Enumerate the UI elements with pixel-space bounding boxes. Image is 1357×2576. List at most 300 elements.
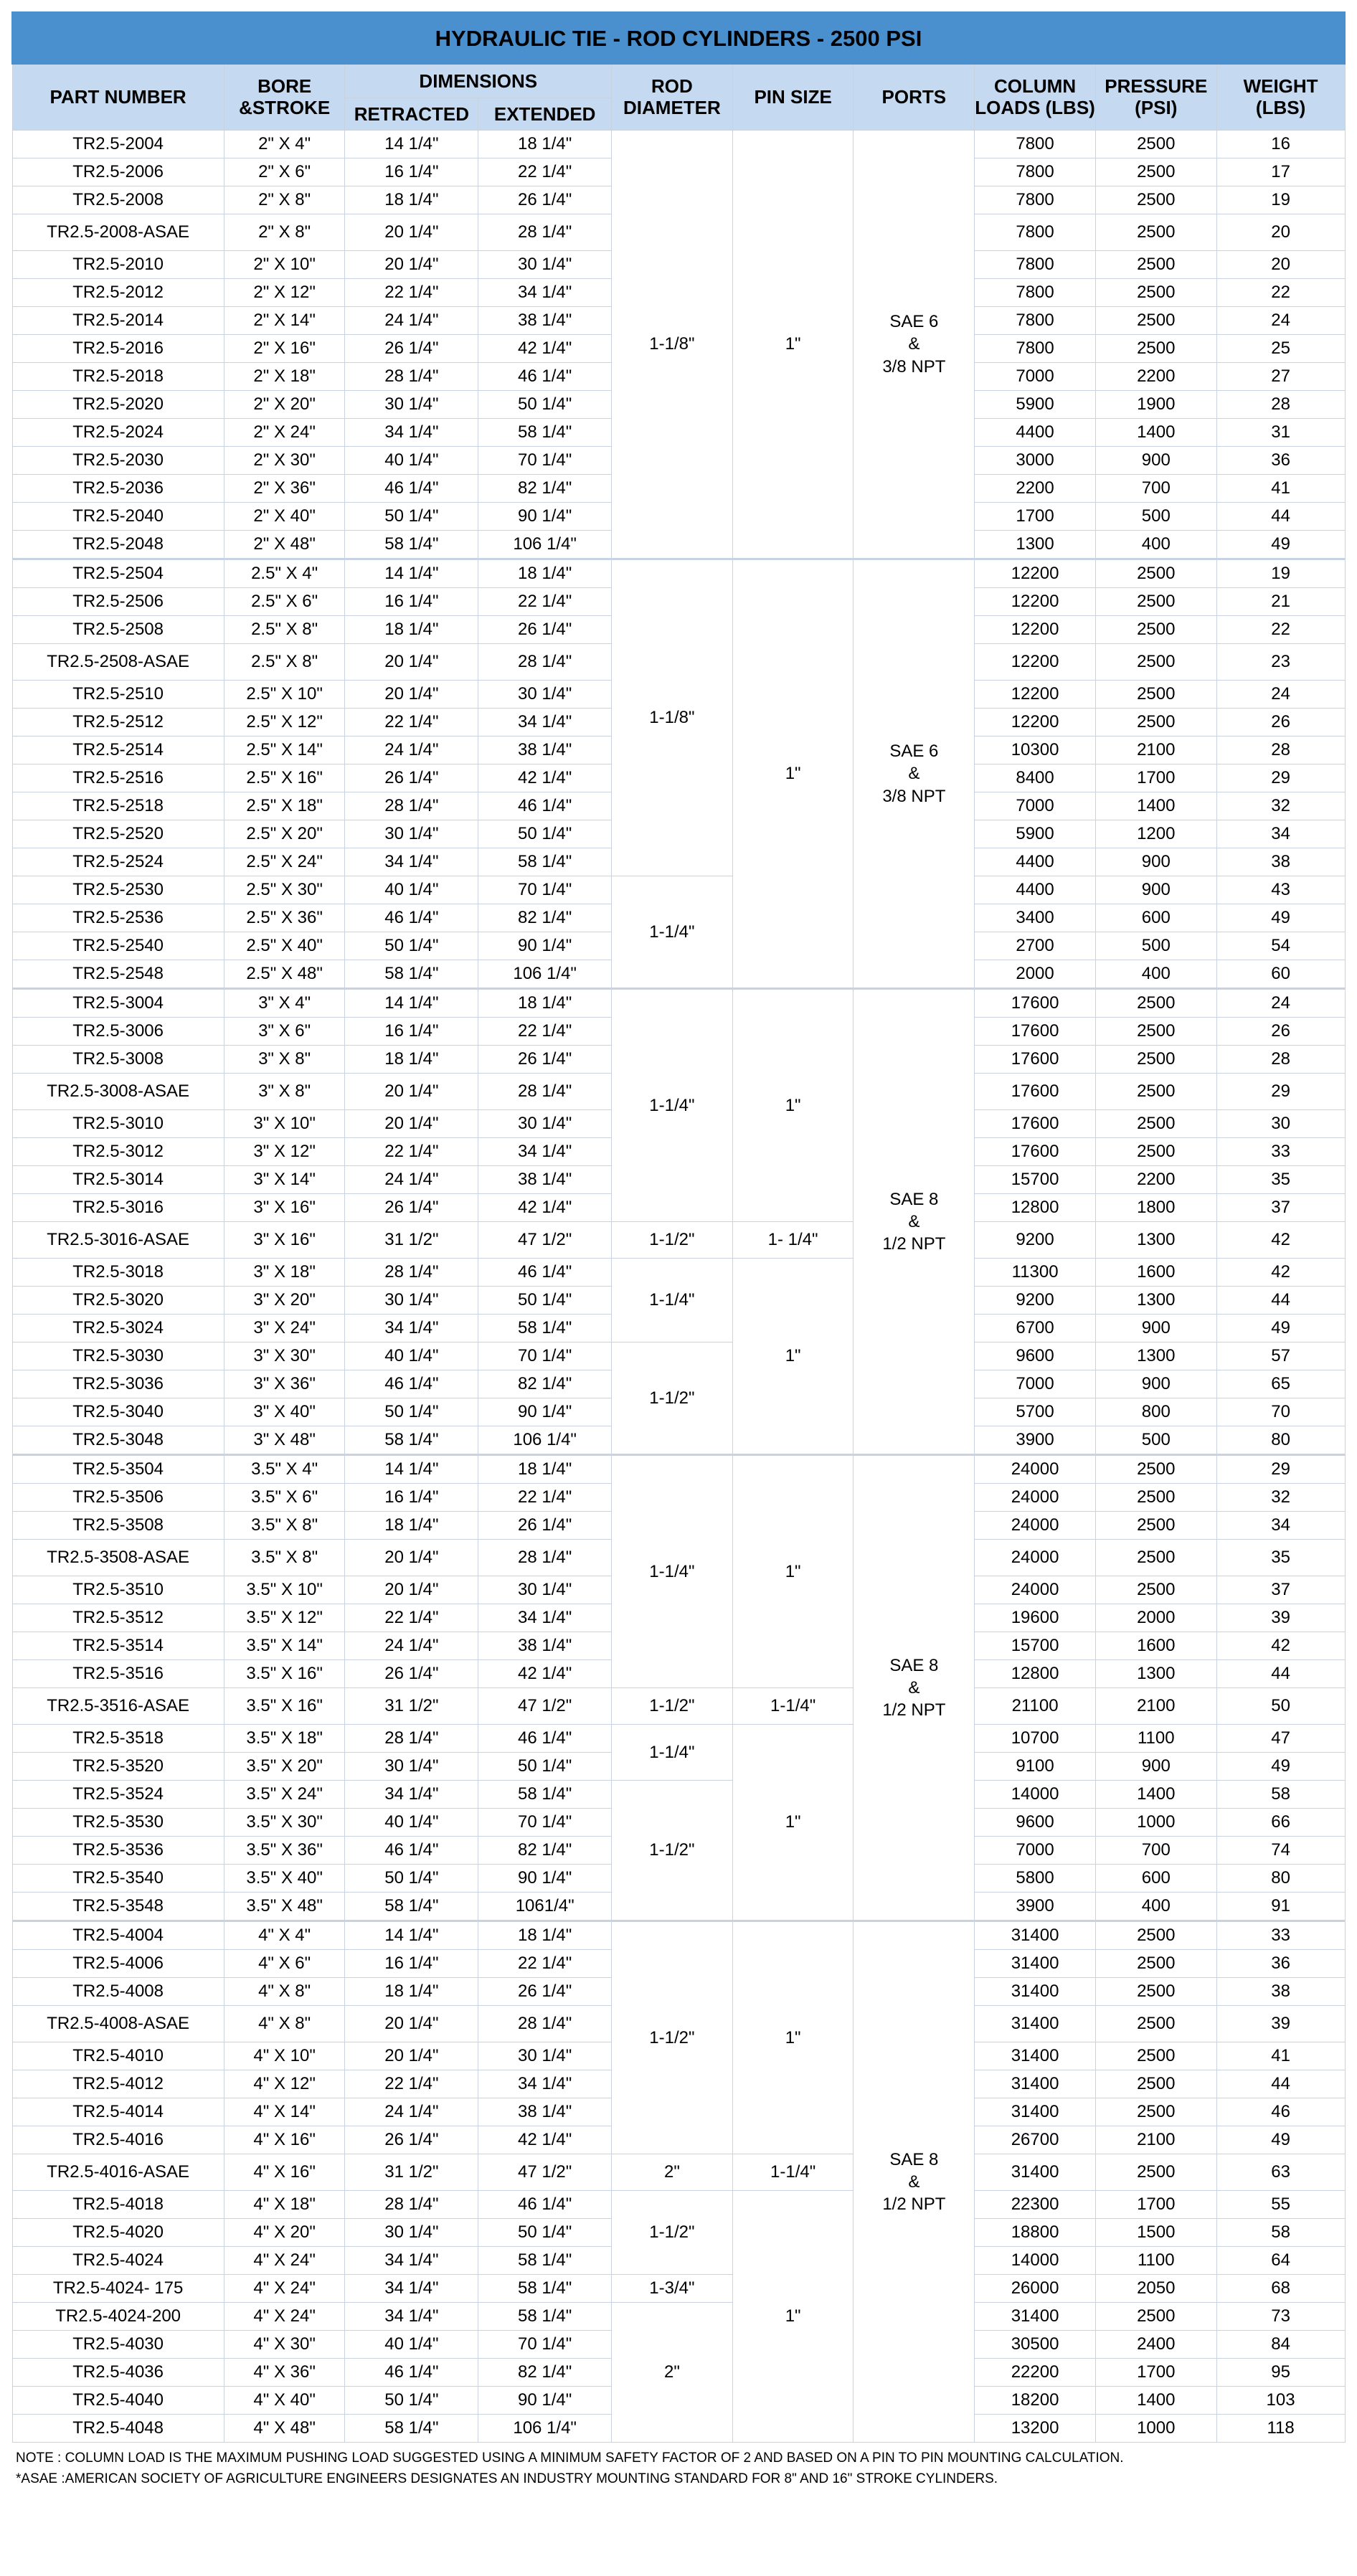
column-load-cell: 31400	[975, 1950, 1096, 1978]
weight-cell: 49	[1216, 2126, 1345, 2154]
extended-cell: 28 1/4"	[478, 644, 612, 681]
pressure-cell: 1800	[1095, 1194, 1216, 1222]
pressure-cell: 2500	[1095, 1978, 1216, 2006]
rod-diameter-cell: 1-1/2"	[612, 2191, 733, 2275]
part-number-cell: TR2.5-2508-ASAE	[12, 644, 224, 681]
column-load-cell: 9600	[975, 1343, 1096, 1370]
retracted-cell: 22 1/4"	[345, 1604, 478, 1632]
column-load-cell: 17600	[975, 1138, 1096, 1166]
pressure-cell: 1200	[1095, 820, 1216, 848]
column-load-cell: 7800	[975, 335, 1096, 363]
column-load-cell: 12800	[975, 1660, 1096, 1688]
bore-stroke-cell: 2" X 24"	[224, 419, 345, 447]
bore-stroke-cell: 2" X 6"	[224, 158, 345, 186]
retracted-cell: 31 1/2"	[345, 2154, 478, 2191]
column-load-cell: 7000	[975, 363, 1096, 391]
part-number-cell: TR2.5-2518	[12, 792, 224, 820]
extended-cell: 18 1/4"	[478, 989, 612, 1018]
retracted-cell: 14 1/4"	[345, 1921, 478, 1950]
column-load-cell: 31400	[975, 1978, 1096, 2006]
retracted-cell: 24 1/4"	[345, 2098, 478, 2126]
extended-cell: 28 1/4"	[478, 214, 612, 251]
bore-stroke-cell: 2" X 4"	[224, 131, 345, 158]
weight-cell: 70	[1216, 1398, 1345, 1426]
column-load-cell: 3000	[975, 447, 1096, 475]
extended-cell: 38 1/4"	[478, 1166, 612, 1194]
retracted-cell: 16 1/4"	[345, 158, 478, 186]
weight-cell: 30	[1216, 1110, 1345, 1138]
pressure-cell: 900	[1095, 876, 1216, 904]
column-load-cell: 31400	[975, 2042, 1096, 2070]
column-load-cell: 7800	[975, 214, 1096, 251]
column-load-cell: 13200	[975, 2415, 1096, 2443]
ports-line: &	[908, 1211, 920, 1231]
extended-cell: 30 1/4"	[478, 1110, 612, 1138]
part-number-cell: TR2.5-2010	[12, 251, 224, 279]
part-number-cell: TR2.5-2548	[12, 960, 224, 989]
pin-size-cell: 1"	[732, 559, 854, 989]
pressure-cell: 500	[1095, 1426, 1216, 1455]
pressure-cell: 2500	[1095, 2098, 1216, 2126]
pressure-cell: 700	[1095, 1837, 1216, 1865]
pressure-cell: 2000	[1095, 1604, 1216, 1632]
rod-diameter-cell: 1-1/4"	[612, 876, 733, 989]
extended-cell: 42 1/4"	[478, 764, 612, 792]
part-number-cell: TR2.5-4004	[12, 1921, 224, 1950]
weight-cell: 44	[1216, 503, 1345, 531]
part-number-cell: TR2.5-3506	[12, 1484, 224, 1512]
column-load-cell: 2000	[975, 960, 1096, 989]
pressure-cell: 1100	[1095, 2247, 1216, 2275]
bore-stroke-cell: 4" X 8"	[224, 2006, 345, 2042]
weight-cell: 63	[1216, 2154, 1345, 2191]
pressure-cell: 2500	[1095, 131, 1216, 158]
spec-sheet	[11, 11, 1346, 2489]
retracted-cell: 20 1/4"	[345, 2042, 478, 2070]
column-load-cell: 22200	[975, 2359, 1096, 2387]
table-row	[12, 131, 1345, 158]
column-load-cell: 18800	[975, 2219, 1096, 2247]
retracted-cell: 24 1/4"	[345, 1632, 478, 1660]
weight-cell: 58	[1216, 2219, 1345, 2247]
column-load-cell: 31400	[975, 1921, 1096, 1950]
bore-stroke-cell: 2.5" X 20"	[224, 820, 345, 848]
part-number-cell: TR2.5-3006	[12, 1018, 224, 1046]
bore-stroke-cell: 2" X 12"	[224, 279, 345, 307]
column-load-cell: 4400	[975, 876, 1096, 904]
weight-cell: 37	[1216, 1194, 1345, 1222]
column-load-cell: 6700	[975, 1315, 1096, 1343]
weight-cell: 41	[1216, 2042, 1345, 2070]
pin-size-cell: 1"	[732, 2191, 854, 2443]
bore-stroke-cell: 2" X 18"	[224, 363, 345, 391]
table-row	[12, 1921, 1345, 1950]
weight-cell: 49	[1216, 904, 1345, 932]
weight-cell: 36	[1216, 447, 1345, 475]
pressure-cell: 1400	[1095, 2387, 1216, 2415]
part-number-cell: TR2.5-4036	[12, 2359, 224, 2387]
column-load-cell: 24000	[975, 1484, 1096, 1512]
extended-cell: 82 1/4"	[478, 1837, 612, 1865]
bore-stroke-cell: 4" X 16"	[224, 2126, 345, 2154]
header-retracted: RETRACTED	[345, 98, 478, 131]
extended-cell: 22 1/4"	[478, 1018, 612, 1046]
bore-stroke-cell: 3.5" X 40"	[224, 1865, 345, 1893]
extended-cell: 90 1/4"	[478, 1398, 612, 1426]
column-load-cell: 7800	[975, 279, 1096, 307]
pin-size-cell: 1-1/4"	[732, 2154, 854, 2191]
retracted-cell: 20 1/4"	[345, 644, 478, 681]
column-load-cell: 10300	[975, 737, 1096, 764]
bore-stroke-cell: 4" X 8"	[224, 1978, 345, 2006]
retracted-cell: 22 1/4"	[345, 709, 478, 737]
pressure-cell: 2500	[1095, 616, 1216, 644]
column-load-cell: 12200	[975, 588, 1096, 616]
extended-cell: 58 1/4"	[478, 1781, 612, 1809]
column-load-cell: 30500	[975, 2331, 1096, 2359]
extended-cell: 106 1/4"	[478, 2415, 612, 2443]
retracted-cell: 46 1/4"	[345, 1370, 478, 1398]
retracted-cell: 16 1/4"	[345, 1018, 478, 1046]
pressure-cell: 900	[1095, 1753, 1216, 1781]
extended-cell: 30 1/4"	[478, 681, 612, 709]
retracted-cell: 18 1/4"	[345, 1978, 478, 2006]
bore-stroke-cell: 3" X 48"	[224, 1426, 345, 1455]
extended-cell: 22 1/4"	[478, 1484, 612, 1512]
pressure-cell: 2500	[1095, 1921, 1216, 1950]
part-number-cell: TR2.5-3524	[12, 1781, 224, 1809]
retracted-cell: 30 1/4"	[345, 820, 478, 848]
ports-line: SAE 8	[889, 1655, 939, 1675]
part-number-cell: TR2.5-4012	[12, 2070, 224, 2098]
bore-stroke-cell: 4" X 12"	[224, 2070, 345, 2098]
retracted-cell: 20 1/4"	[345, 2006, 478, 2042]
weight-cell: 103	[1216, 2387, 1345, 2415]
column-load-cell: 12200	[975, 644, 1096, 681]
pin-size-cell: 1"	[732, 131, 854, 559]
retracted-cell: 50 1/4"	[345, 932, 478, 960]
pressure-cell: 1700	[1095, 764, 1216, 792]
weight-cell: 80	[1216, 1426, 1345, 1455]
retracted-cell: 58 1/4"	[345, 2415, 478, 2443]
column-load-cell: 17600	[975, 1046, 1096, 1074]
part-number-cell: TR2.5-3040	[12, 1398, 224, 1426]
extended-cell: 42 1/4"	[478, 335, 612, 363]
bore-stroke-cell: 3" X 40"	[224, 1398, 345, 1426]
retracted-cell: 34 1/4"	[345, 1781, 478, 1809]
weight-cell: 46	[1216, 2098, 1345, 2126]
column-load-cell: 19600	[975, 1604, 1096, 1632]
extended-cell: 28 1/4"	[478, 1540, 612, 1576]
pressure-cell: 2100	[1095, 1688, 1216, 1725]
bore-stroke-cell: 2.5" X 24"	[224, 848, 345, 876]
column-load-cell: 15700	[975, 1166, 1096, 1194]
bore-stroke-cell: 3" X 14"	[224, 1166, 345, 1194]
retracted-cell: 22 1/4"	[345, 1138, 478, 1166]
retracted-cell: 34 1/4"	[345, 2275, 478, 2303]
extended-cell: 18 1/4"	[478, 1455, 612, 1484]
pressure-cell: 1100	[1095, 1725, 1216, 1753]
extended-cell: 22 1/4"	[478, 1950, 612, 1978]
ports-line: 1/2 NPT	[882, 2194, 946, 2215]
pressure-cell: 1500	[1095, 2219, 1216, 2247]
column-load-cell: 11300	[975, 1259, 1096, 1287]
extended-cell: 18 1/4"	[478, 131, 612, 158]
pressure-cell: 2500	[1095, 2006, 1216, 2042]
header-ports: PORTS	[854, 64, 975, 131]
part-number-cell: TR2.5-3514	[12, 1632, 224, 1660]
part-number-cell: TR2.5-3530	[12, 1809, 224, 1837]
extended-cell: 42 1/4"	[478, 1194, 612, 1222]
extended-cell: 50 1/4"	[478, 820, 612, 848]
bore-stroke-cell: 4" X 24"	[224, 2247, 345, 2275]
weight-cell: 42	[1216, 1632, 1345, 1660]
bore-stroke-cell: 4" X 14"	[224, 2098, 345, 2126]
part-number-cell: TR2.5-2510	[12, 681, 224, 709]
header-pressure: PRESSURE (PSI)	[1095, 64, 1216, 131]
retracted-cell: 14 1/4"	[345, 559, 478, 588]
ports-line: 1/2 NPT	[882, 1234, 946, 1254]
bore-stroke-cell: 2.5" X 40"	[224, 932, 345, 960]
table-row	[12, 1222, 1345, 1259]
extended-cell: 28 1/4"	[478, 2006, 612, 2042]
weight-cell: 68	[1216, 2275, 1345, 2303]
pressure-cell: 2500	[1095, 1484, 1216, 1512]
extended-cell: 58 1/4"	[478, 848, 612, 876]
extended-cell: 34 1/4"	[478, 2070, 612, 2098]
bore-stroke-cell: 4" X 36"	[224, 2359, 345, 2387]
retracted-cell: 50 1/4"	[345, 1865, 478, 1893]
column-load-cell: 9100	[975, 1753, 1096, 1781]
part-number-cell: TR2.5-3016-ASAE	[12, 1222, 224, 1259]
column-load-cell: 9200	[975, 1222, 1096, 1259]
retracted-cell: 34 1/4"	[345, 1315, 478, 1343]
extended-cell: 82 1/4"	[478, 475, 612, 503]
bore-stroke-cell: 3" X 8"	[224, 1074, 345, 1110]
rod-diameter-cell: 1-1/4"	[612, 1455, 733, 1688]
bore-stroke-cell: 3" X 12"	[224, 1138, 345, 1166]
ports-line: SAE 8	[889, 1189, 939, 1209]
weight-cell: 49	[1216, 531, 1345, 559]
bore-stroke-cell: 2.5" X 4"	[224, 559, 345, 588]
pressure-cell: 800	[1095, 1398, 1216, 1426]
table-row	[12, 2303, 1345, 2331]
part-number-cell: TR2.5-3004	[12, 989, 224, 1018]
weight-cell: 38	[1216, 848, 1345, 876]
retracted-cell: 58 1/4"	[345, 1426, 478, 1455]
header-bore-stroke: BORE &STROKE	[224, 64, 345, 131]
pressure-cell: 2500	[1095, 251, 1216, 279]
extended-cell: 70 1/4"	[478, 1809, 612, 1837]
extended-cell: 70 1/4"	[478, 2331, 612, 2359]
part-number-cell: TR2.5-3010	[12, 1110, 224, 1138]
weight-cell: 37	[1216, 1576, 1345, 1604]
part-number-cell: TR2.5-3536	[12, 1837, 224, 1865]
rod-diameter-cell: 1-1/2"	[612, 1343, 733, 1455]
retracted-cell: 16 1/4"	[345, 1484, 478, 1512]
pressure-cell: 1600	[1095, 1259, 1216, 1287]
pressure-cell: 900	[1095, 1315, 1216, 1343]
bore-stroke-cell: 3.5" X 4"	[224, 1455, 345, 1484]
retracted-cell: 24 1/4"	[345, 737, 478, 764]
column-load-cell: 31400	[975, 2303, 1096, 2331]
ports-cell	[854, 1455, 975, 1921]
column-load-cell: 12200	[975, 709, 1096, 737]
retracted-cell: 16 1/4"	[345, 1950, 478, 1978]
part-number-cell: TR2.5-3510	[12, 1576, 224, 1604]
extended-cell: 38 1/4"	[478, 737, 612, 764]
retracted-cell: 40 1/4"	[345, 447, 478, 475]
weight-cell: 19	[1216, 559, 1345, 588]
retracted-cell: 28 1/4"	[345, 1725, 478, 1753]
part-number-cell: TR2.5-3516-ASAE	[12, 1688, 224, 1725]
pressure-cell: 2500	[1095, 279, 1216, 307]
bore-stroke-cell: 2" X 40"	[224, 503, 345, 531]
weight-cell: 50	[1216, 1688, 1345, 1725]
part-number-cell: TR2.5-4008	[12, 1978, 224, 2006]
weight-cell: 42	[1216, 1259, 1345, 1287]
retracted-cell: 31 1/2"	[345, 1688, 478, 1725]
retracted-cell: 26 1/4"	[345, 1194, 478, 1222]
bore-stroke-cell: 4" X 10"	[224, 2042, 345, 2070]
part-number-cell: TR2.5-3048	[12, 1426, 224, 1455]
weight-cell: 33	[1216, 1921, 1345, 1950]
pin-size-cell: 1- 1/4"	[732, 1222, 854, 1259]
part-number-cell: TR2.5-3520	[12, 1753, 224, 1781]
column-load-cell: 2200	[975, 475, 1096, 503]
header-weight: WEIGHT (LBS)	[1216, 64, 1345, 131]
part-number-cell: TR2.5-2530	[12, 876, 224, 904]
column-load-cell: 5700	[975, 1398, 1096, 1426]
weight-cell: 19	[1216, 186, 1345, 214]
part-number-cell: TR2.5-2012	[12, 279, 224, 307]
pressure-cell: 1000	[1095, 2415, 1216, 2443]
retracted-cell: 34 1/4"	[345, 2247, 478, 2275]
bore-stroke-cell: 3" X 6"	[224, 1018, 345, 1046]
part-number-cell: TR2.5-4020	[12, 2219, 224, 2247]
column-load-cell: 24000	[975, 1512, 1096, 1540]
column-load-cell: 7800	[975, 131, 1096, 158]
bore-stroke-cell: 2" X 16"	[224, 335, 345, 363]
column-load-cell: 12200	[975, 616, 1096, 644]
bore-stroke-cell: 3.5" X 8"	[224, 1540, 345, 1576]
bore-stroke-cell: 2.5" X 10"	[224, 681, 345, 709]
retracted-cell: 22 1/4"	[345, 2070, 478, 2098]
extended-cell: 30 1/4"	[478, 251, 612, 279]
part-number-cell: TR2.5-2030	[12, 447, 224, 475]
part-number-cell: TR2.5-3540	[12, 1865, 224, 1893]
column-load-cell: 14000	[975, 1781, 1096, 1809]
extended-cell: 58 1/4"	[478, 2303, 612, 2331]
extended-cell: 82 1/4"	[478, 2359, 612, 2387]
pressure-cell: 2500	[1095, 307, 1216, 335]
extended-cell: 34 1/4"	[478, 1138, 612, 1166]
column-load-cell: 26000	[975, 2275, 1096, 2303]
part-number-cell: TR2.5-3508-ASAE	[12, 1540, 224, 1576]
extended-cell: 106 1/4"	[478, 531, 612, 559]
bore-stroke-cell: 2" X 14"	[224, 307, 345, 335]
bore-stroke-cell: 4" X 4"	[224, 1921, 345, 1950]
weight-cell: 24	[1216, 307, 1345, 335]
column-load-cell: 10700	[975, 1725, 1096, 1753]
pressure-cell: 2500	[1095, 1046, 1216, 1074]
bore-stroke-cell: 3" X 16"	[224, 1222, 345, 1259]
extended-cell: 46 1/4"	[478, 1259, 612, 1287]
part-number-cell: TR2.5-3548	[12, 1893, 224, 1921]
bore-stroke-cell: 3.5" X 16"	[224, 1660, 345, 1688]
extended-cell: 30 1/4"	[478, 1576, 612, 1604]
pressure-cell: 600	[1095, 904, 1216, 932]
pressure-cell: 700	[1095, 475, 1216, 503]
note-asae: *ASAE :AMERICAN SOCIETY OF AGRICULTURE ENGINEERS DESIGNATES AN INDUSTRY MOUNTING STANDARD FOR 8" AND 16" STROKE CYLINDERS.	[16, 2471, 998, 2486]
bore-stroke-cell: 3" X 8"	[224, 1046, 345, 1074]
pressure-cell: 2500	[1095, 2303, 1216, 2331]
extended-cell: 26 1/4"	[478, 616, 612, 644]
rod-diameter-cell: 1-1/4"	[612, 989, 733, 1222]
table-row	[12, 2154, 1345, 2191]
pin-size-cell: 1"	[732, 1921, 854, 2154]
part-number-cell: TR2.5-2008-ASAE	[12, 214, 224, 251]
pin-size-cell: 1"	[732, 1259, 854, 1455]
retracted-cell: 50 1/4"	[345, 2387, 478, 2415]
bore-stroke-cell: 2.5" X 18"	[224, 792, 345, 820]
weight-cell: 16	[1216, 131, 1345, 158]
header-extended: EXTENDED	[478, 98, 612, 131]
weight-cell: 60	[1216, 960, 1345, 989]
retracted-cell: 28 1/4"	[345, 363, 478, 391]
bore-stroke-cell: 2.5" X 8"	[224, 616, 345, 644]
retracted-cell: 26 1/4"	[345, 1660, 478, 1688]
pressure-cell: 900	[1095, 447, 1216, 475]
part-number-cell: TR2.5-3018	[12, 1259, 224, 1287]
column-load-cell: 7000	[975, 1837, 1096, 1865]
bore-stroke-cell: 4" X 20"	[224, 2219, 345, 2247]
bore-stroke-cell: 3.5" X 12"	[224, 1604, 345, 1632]
header-rod-diameter: ROD DIAMETER	[612, 64, 733, 131]
weight-cell: 31	[1216, 419, 1345, 447]
extended-cell: 70 1/4"	[478, 876, 612, 904]
weight-cell: 34	[1216, 1512, 1345, 1540]
bore-stroke-cell: 2" X 8"	[224, 186, 345, 214]
pressure-cell: 2500	[1095, 989, 1216, 1018]
weight-cell: 47	[1216, 1725, 1345, 1753]
extended-cell: 47 1/2"	[478, 2154, 612, 2191]
table-row	[12, 989, 1345, 1018]
pressure-cell: 2050	[1095, 2275, 1216, 2303]
weight-cell: 28	[1216, 391, 1345, 419]
extended-cell: 90 1/4"	[478, 932, 612, 960]
pressure-cell: 1300	[1095, 1222, 1216, 1259]
pressure-cell: 2500	[1095, 1074, 1216, 1110]
table-row	[12, 2191, 1345, 2219]
pressure-cell: 2500	[1095, 681, 1216, 709]
weight-cell: 27	[1216, 363, 1345, 391]
weight-cell: 66	[1216, 1809, 1345, 1837]
pressure-cell: 400	[1095, 1893, 1216, 1921]
bore-stroke-cell: 3.5" X 20"	[224, 1753, 345, 1781]
bore-stroke-cell: 2.5" X 6"	[224, 588, 345, 616]
weight-cell: 29	[1216, 764, 1345, 792]
column-load-cell: 8400	[975, 764, 1096, 792]
extended-cell: 38 1/4"	[478, 2098, 612, 2126]
column-load-cell: 5800	[975, 1865, 1096, 1893]
weight-cell: 28	[1216, 1046, 1345, 1074]
weight-cell: 38	[1216, 1978, 1345, 2006]
weight-cell: 22	[1216, 279, 1345, 307]
part-number-cell: TR2.5-4014	[12, 2098, 224, 2126]
pressure-cell: 1400	[1095, 1781, 1216, 1809]
extended-cell: 106 1/4"	[478, 1426, 612, 1455]
